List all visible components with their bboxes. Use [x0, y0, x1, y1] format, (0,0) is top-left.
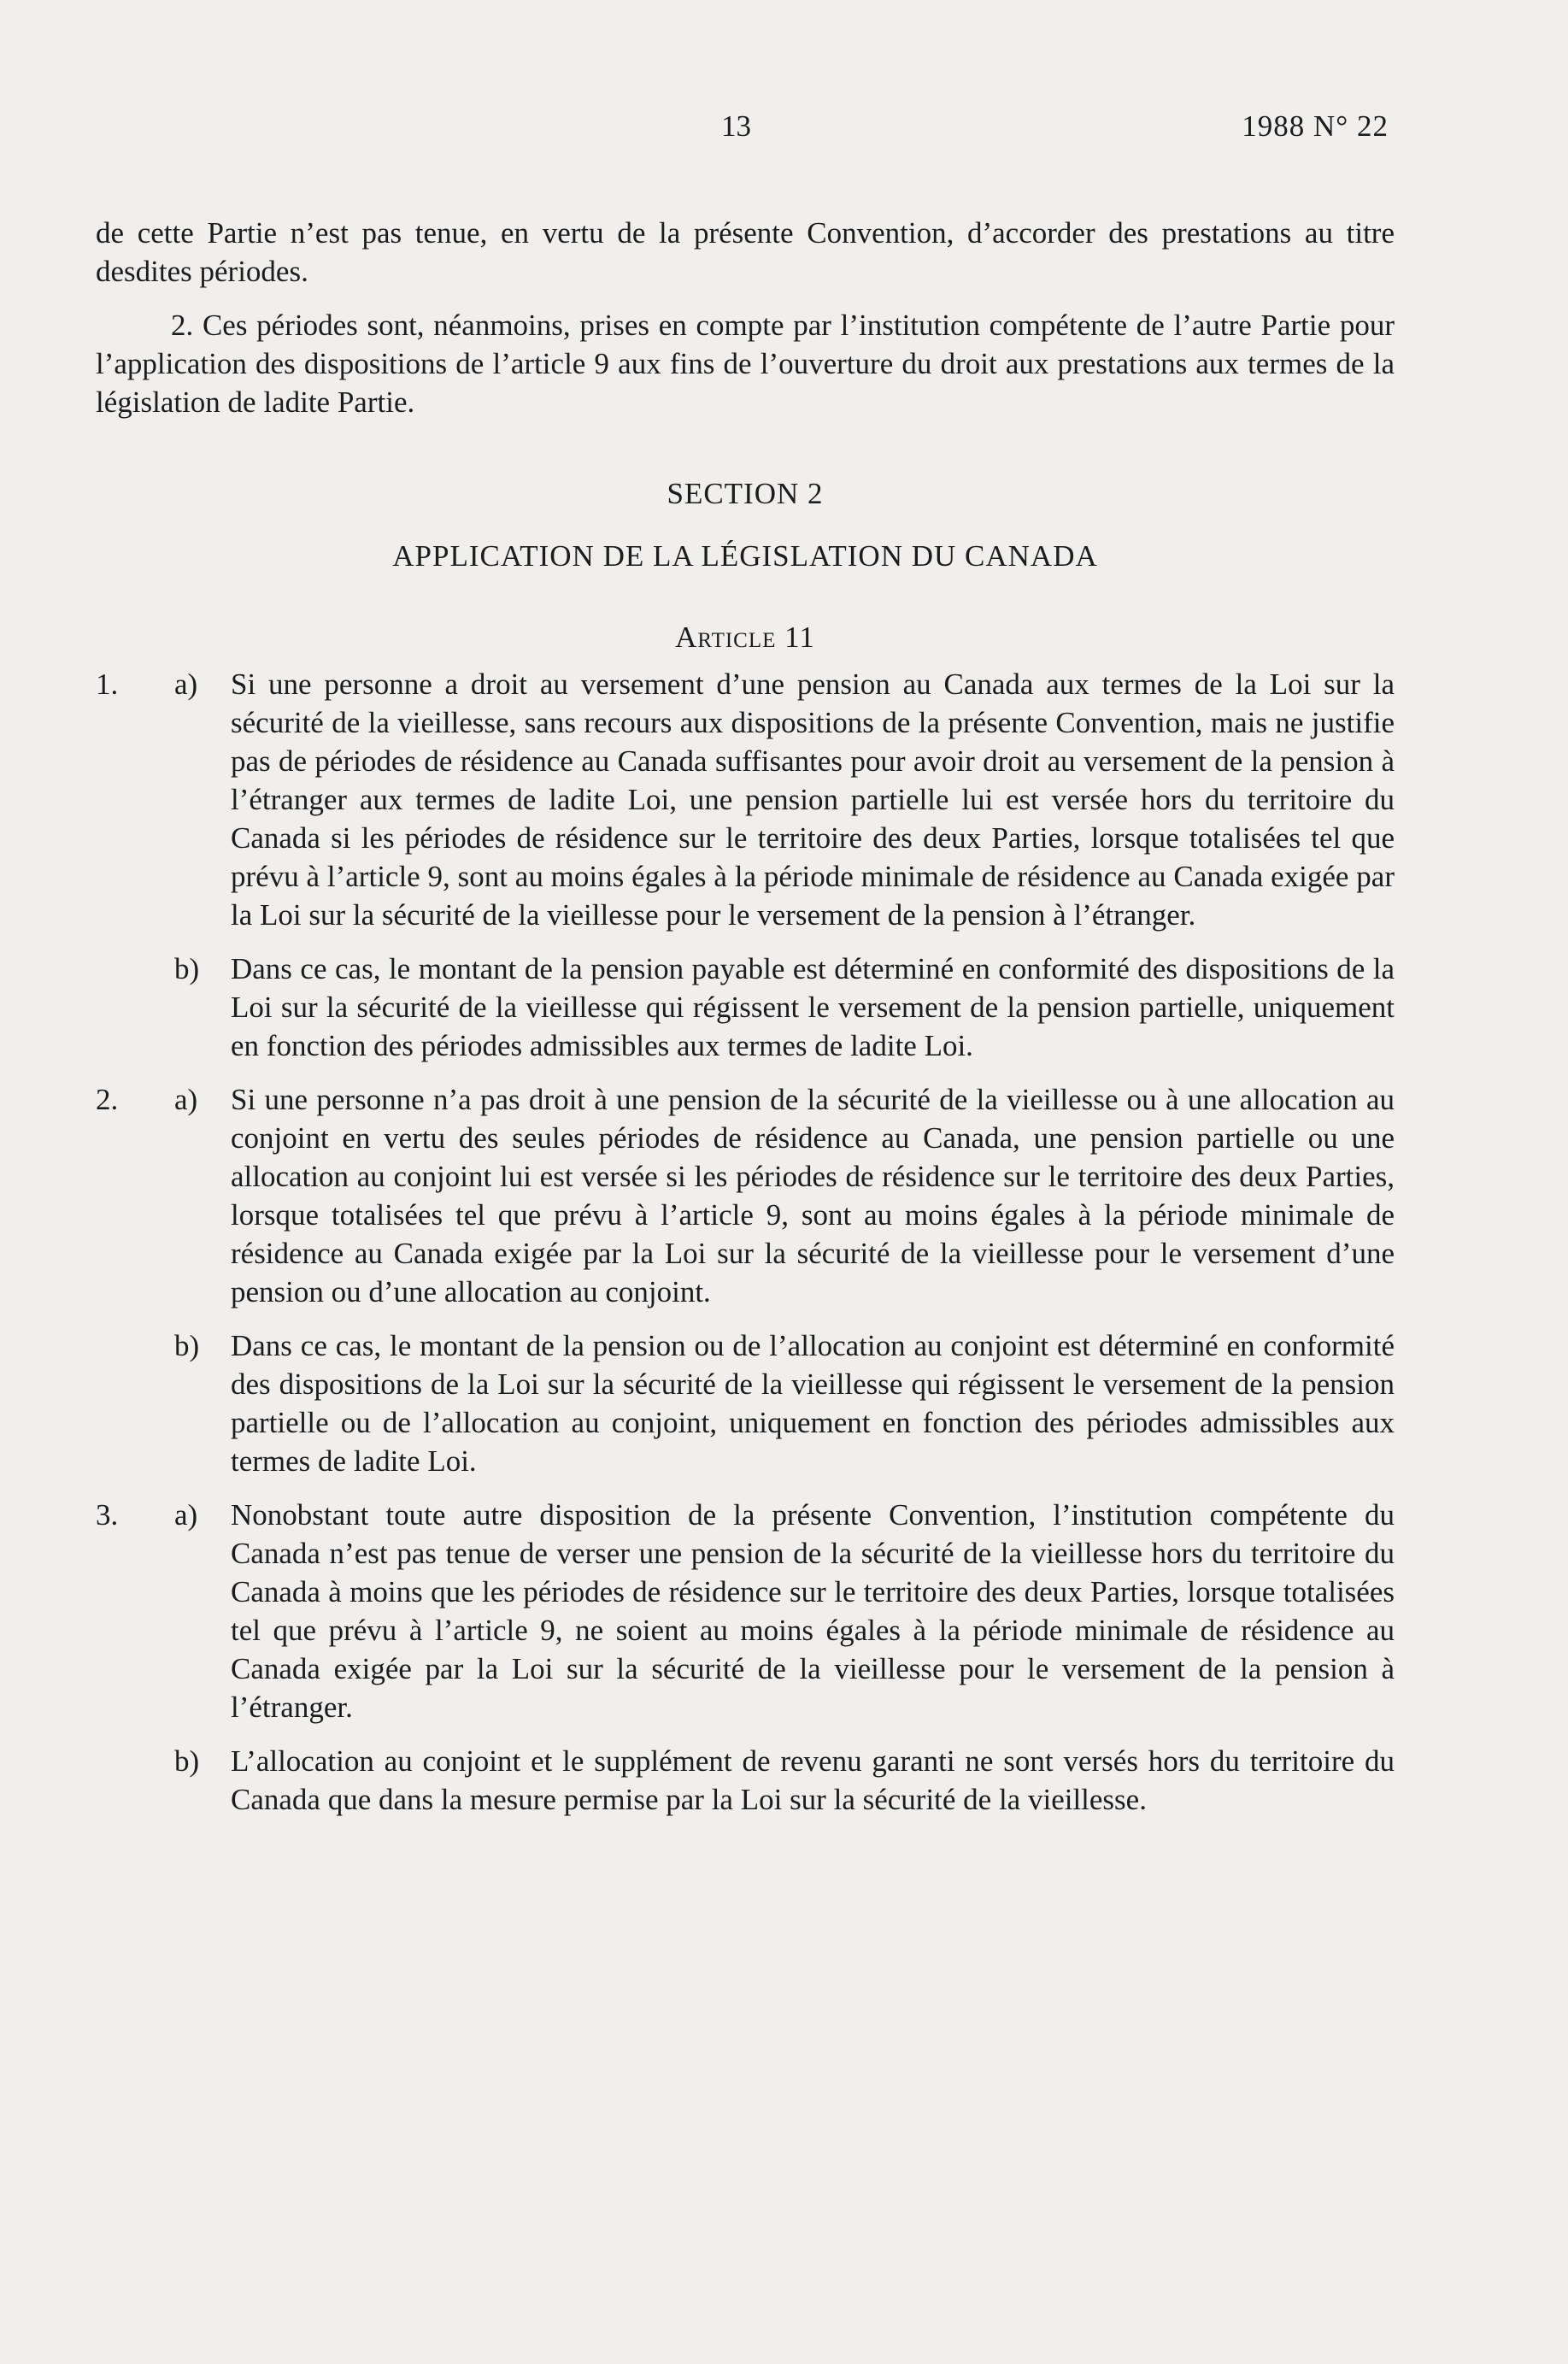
item-text: Si une personne n’a pas droit à une pension de la sécurité de la vieillesse ou à une allocation au conjoint en vertu des seules périodes de résidence au Canada, une pension partielle ou une allocation au conjoint lui est versée si les périodes de résidence sur le territoire des deux Parties, lorsque totalisées tel que prévu à l’article 9, sont au moins égales à la période minimale de résidence au Canada exigée par la Loi sur la sécurité de la vieillesse pour le versement d’une pension ou d’une allocation au conjoint.	[231, 1083, 1395, 1308]
item-letter: a)	[174, 1083, 198, 1116]
item-letter: a)	[174, 667, 198, 701]
intro-paragraph-2: 2. Ces périodes sont, néanmoins, prises en compte par l’institution compétente de l’autre Partie pour l’application des dispositions de l’article 9 aux fins de l’ouverture du droit aux prestations aux termes de la législation de ladite Partie.	[96, 309, 1395, 419]
intro-paragraph-1: de cette Partie n’est pas tenue, en vertu de la présente Convention, d’accorder des prestations au titre desdites périodes.	[96, 216, 1395, 288]
item-text: Nonobstant toute autre disposition de la présente Convention, l’institution compétente du Canada n’est pas tenue de verser une pension de la sécurité de la vieillesse hors du territoire du Canada à moins que les périodes de résidence sur le territoire des deux Parties, lorsque totalisées tel que prévu à l’article 9, ne soient au moins égales à la période minimale de résidence au Canada exigée par la Loi sur la sécurité de la vieillesse pour le versement de la pension à l’étranger.	[231, 1498, 1395, 1724]
paragraph-number: 2.	[96, 1083, 119, 1116]
paragraph-1	[96, 665, 1395, 1065]
paragraph-3	[96, 1496, 1395, 1819]
item-letter: b)	[174, 1744, 200, 1778]
item-text: Si une personne a droit au versement d’une pension au Canada aux termes de la Loi sur la sécurité de la vieillesse, sans recours aux dispositions de la présente Convention, mais ne justifie pas de périodes de résidence au Canada suffisantes pour avoir droit au versement de la pension à l’étranger aux termes de ladite Loi, une pension partielle lui est versée hors du territoire du Canada si les périodes de résidence sur le territoire des deux Parties, lorsque totalisées tel que prévu à l’article 9, sont au moins égales à la période minimale de résidence au Canada exigée par la Loi sur la sécurité de la vieillesse pour le versement de la pension à l’étranger.	[231, 667, 1395, 932]
item-text: Dans ce cas, le montant de la pension payable est déterminé en conformité des dispositions de la Loi sur la sécurité de la vieillesse qui régissent le versement de la pension partielle, uniquement en fonction des périodes admissibles aux termes de ladite Loi.	[231, 952, 1395, 1062]
document-body	[96, 214, 1395, 1819]
issue-number: 1988 N° 22	[1242, 109, 1389, 143]
item-letter: b)	[174, 1329, 200, 1362]
paragraph-3-b	[96, 1742, 1395, 1819]
paragraph-3-a	[96, 1496, 1395, 1726]
paragraph-1-b	[96, 950, 1395, 1065]
paragraph-1-a	[96, 665, 1395, 934]
section-title: APPLICATION DE LA LÉGISLATION DU CANADA	[392, 539, 1098, 573]
item-letter: a)	[174, 1498, 198, 1532]
paragraph-2-a	[96, 1080, 1395, 1311]
item-text: Dans ce cas, le montant de la pension ou de l’allocation au conjoint est déterminé en conformité des dispositions de la Loi sur la sécurité de la vieillesse qui régissent le versement de la pension partielle ou de l’allocation au conjoint, uniquement en fonction des périodes admissibles aux termes de ladite Loi.	[231, 1329, 1395, 1478]
paragraph-2	[96, 1080, 1395, 1480]
section-number: SECTION 2	[667, 477, 824, 510]
paragraph-number: 3.	[96, 1498, 119, 1532]
article-title: Article 11	[675, 620, 815, 654]
item-letter: b)	[174, 952, 200, 985]
item-text: L’allocation au conjoint et le supplément de revenu garanti ne sont versés hors du territoire du Canada que dans la mesure permise par la Loi sur la sécurité de la vieillesse.	[231, 1744, 1395, 1816]
page-number: 13	[721, 109, 751, 143]
paragraph-number: 1.	[96, 667, 119, 701]
paragraph-2-b	[96, 1326, 1395, 1480]
page-header	[0, 109, 1568, 161]
